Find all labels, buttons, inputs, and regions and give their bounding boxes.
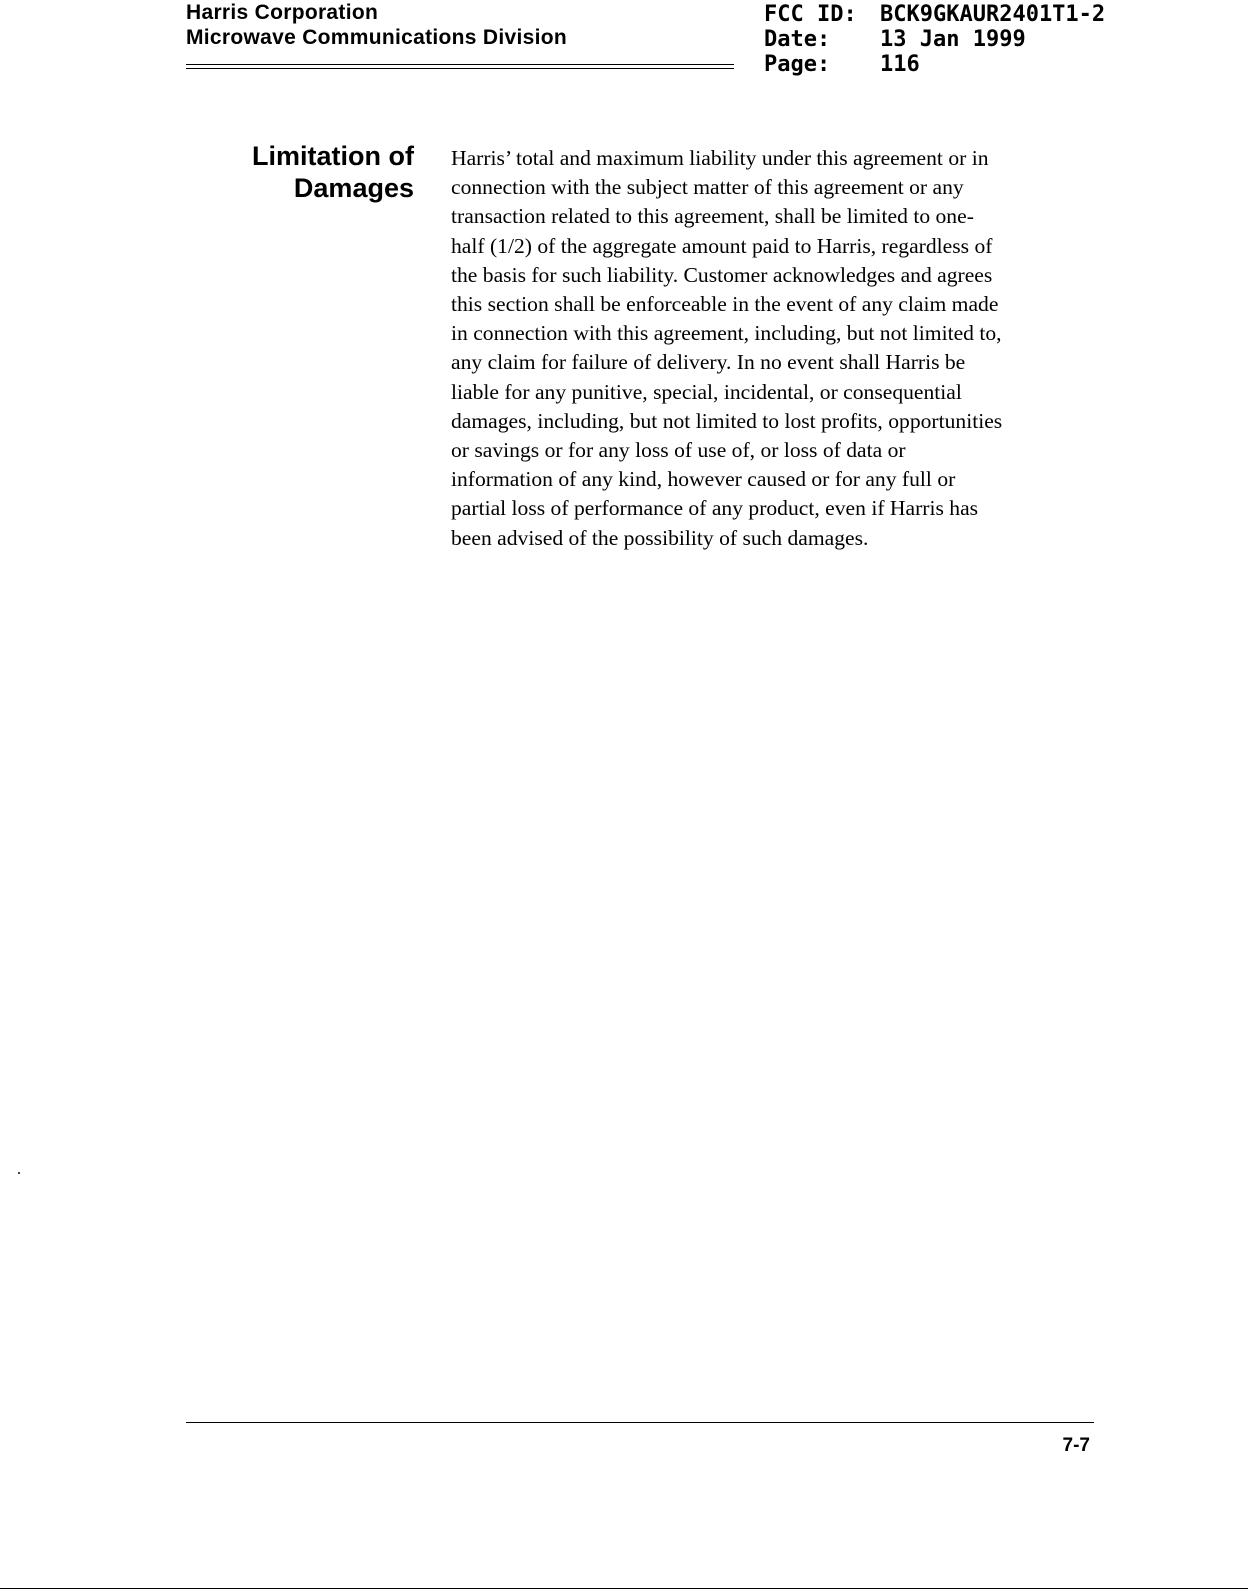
- company-name: Harris Corporation: [186, 1, 379, 24]
- footer-rule: [186, 1422, 1094, 1423]
- date-label: Date:: [764, 27, 831, 52]
- date-value: 13 Jan 1999: [880, 27, 1026, 52]
- paragraph-line: any claim for failure of delivery. In no event shall Harris be: [451, 350, 966, 375]
- section-heading-line1: Limitation of: [252, 141, 414, 171]
- paragraph-line: liable for any punitive, special, incidental, or consequential: [451, 379, 962, 404]
- paragraph-line: or savings or for any loss of use of, or loss of data or: [451, 438, 906, 463]
- paragraph-line: this section shall be enforceable in the event of any claim made: [451, 292, 999, 317]
- page-value: 116: [880, 52, 920, 77]
- paragraph-line: damages, including, but not limited to lost profits, opportunities: [451, 408, 1003, 433]
- paragraph-line: transaction related to this agreement, shall be limited to one-: [451, 204, 974, 229]
- section-paragraph: [451, 144, 1101, 553]
- scan-speck: [18, 1172, 20, 1174]
- paragraph-line: partial loss of performance of any product, even if Harris has: [451, 496, 979, 521]
- section-heading: [186, 140, 414, 204]
- paragraph-line: been advised of the possibility of such damages.: [451, 525, 869, 550]
- division-name: Microwave Communications Division: [186, 26, 567, 49]
- header-meta-values: [880, 2, 1105, 77]
- paragraph-line: connection with the subject matter of this agreement or any: [451, 175, 964, 200]
- bottom-edge-rule: [0, 1588, 1248, 1589]
- paragraph-line: half (1/2) of the aggregate amount paid to Harris, regardless of: [451, 233, 993, 258]
- header-meta-labels: [764, 2, 857, 77]
- paragraph-line: in connection with this agreement, including, but not limited to,: [451, 321, 1002, 346]
- fcc-id-value: BCK9GKAUR2401T1-2: [880, 2, 1106, 27]
- header-rule-secondary: [186, 68, 734, 69]
- page-label: Page:: [764, 52, 831, 77]
- section-heading-line2: Damages: [293, 173, 414, 203]
- fcc-id-label: FCC ID:: [764, 2, 857, 27]
- footer-page-number: 7-7: [1062, 1435, 1090, 1456]
- paragraph-line: Harris’ total and maximum liability under this agreement or in: [451, 146, 989, 170]
- header-rule: [186, 64, 734, 65]
- paragraph-line: information of any kind, however caused or for any full or: [451, 467, 956, 492]
- paragraph-line: the basis for such liability. Customer acknowledges and agrees: [451, 262, 993, 287]
- header-company-block: [186, 0, 746, 50]
